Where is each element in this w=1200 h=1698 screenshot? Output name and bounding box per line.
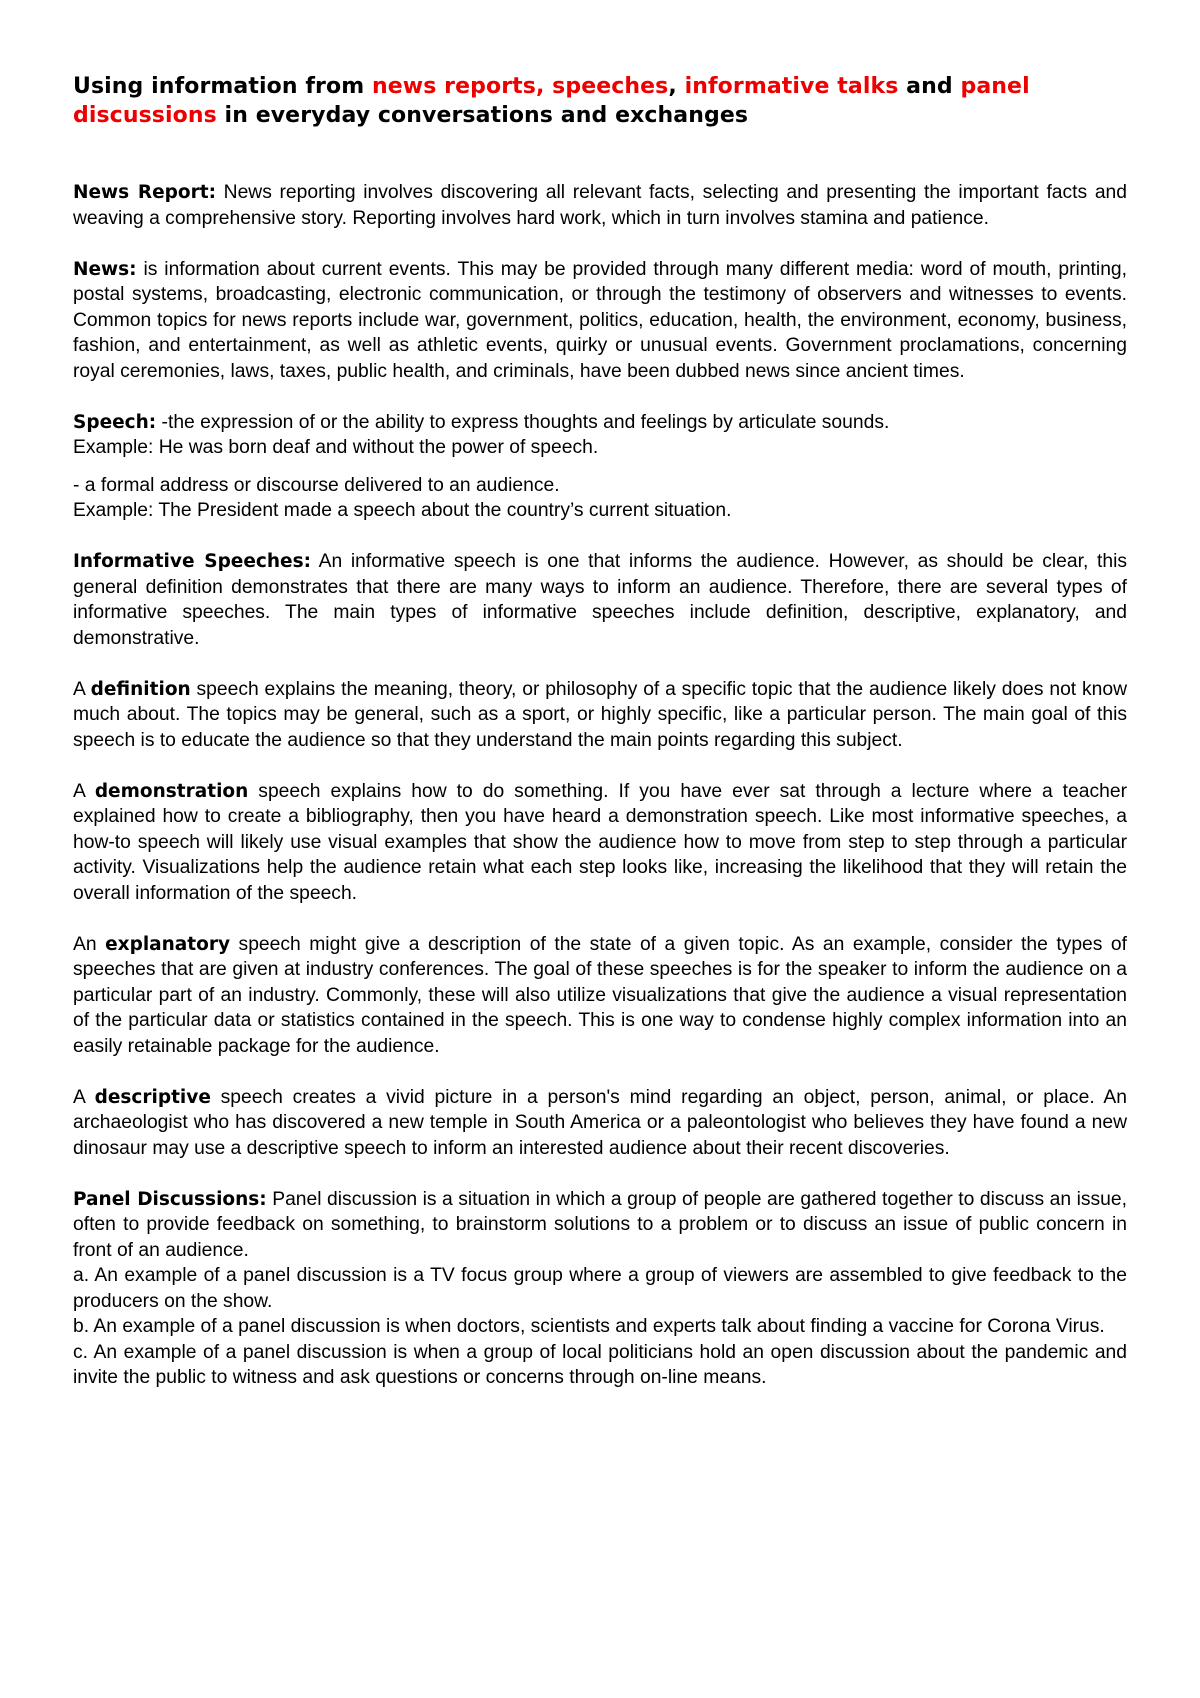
descriptive-text: speech creates a vivid picture in a person's mind regarding an object, person, animal, or place. An archaeologist who has discovered a new temple in South America or a paleontologist who believes they have found a new dinosaur may use a descriptive speech to inform an interested audience about their recent discoveries. (73, 1086, 1127, 1159)
news-text: is information about current events. This may be provided through many different media: word of mouth, printing, postal systems, broadcasting, electronic communication, or through the testimony of observers and witnesses to events. Common topics for news reports include war, government, politics, education, health, the environment, economy, business, fashion, and entertainment, as well as athletic events, quirky or unusual events. Government proclamations, concerning royal ceremonies, laws, taxes, public health, and criminals, have been dubbed news since ancient times. (73, 258, 1127, 382)
panel-example-b: b. An example of a panel discussion is when doctors, scientists and experts talk about finding a vaccine for Corona Virus. (73, 1316, 1105, 1337)
title-part-1: Using information from (73, 74, 372, 99)
speech-example-2: Example: The President made a speech about the country’s current situation. (73, 500, 732, 521)
news-report-paragraph (73, 180, 1127, 231)
explanatory-term: explanatory (105, 933, 231, 955)
informative-label: Informative Speeches: (73, 551, 311, 572)
speech-def-1: -the expression of or the ability to express thoughts and feelings by articulate sounds. (156, 411, 890, 433)
definition-prefix: A (73, 678, 91, 700)
explanatory-text: speech might give a description of the state of a given topic. As an example, consider the types of speeches that are given at industry conferences. The goal of these speeches is for the speaker to inform the audience on a particular part of an industry. Commonly, these will also utilize visualizations that give the audience a visual representation of the particular data or statistics contained in the speech. This is one way to condense highly complex information into an easily retainable package for the audience. (73, 933, 1127, 1057)
panel-label: Panel Discussions: (73, 1188, 267, 1210)
title-part-4: in everyday conversations and exchanges (216, 103, 749, 128)
demonstration-term: demonstration (94, 780, 249, 802)
speech-definition-2 (73, 473, 1127, 524)
title-highlight-informative-talks: informative talks (684, 74, 899, 99)
news-report-text: News reporting involves discovering all relevant facts, selecting and presenting the important facts and weaving a comprehensive story. Reporting involves hard work, which in turn involves stamina and patience. (73, 182, 1127, 229)
speech-label: Speech: (73, 411, 157, 433)
descriptive-prefix: A (73, 1086, 95, 1108)
panel-example-c: c. An example of a panel discussion is when a group of local politicians hold an open discussion about the pandemic and invite the public to witness and ask questions or concerns through on-line means. (73, 1341, 1127, 1388)
definition-text: speech explains the meaning, theory, or philosophy of a specific topic that the audience likely does not know much about. The topics may be general, such as a sport, or highly specific, like a particular person. The main goal of this speech is to educate the audience so that they understand the main points regarding this subject. (73, 678, 1127, 751)
panel-discussions-paragraph (73, 1187, 1127, 1264)
definition-term: definition (90, 678, 191, 700)
title-part-2: , (668, 74, 685, 99)
descriptive-paragraph (73, 1085, 1127, 1162)
title-part-3: and (898, 74, 961, 99)
descriptive-term: descriptive (94, 1086, 211, 1108)
demonstration-text: speech explains how to do something. If you have ever sat through a lecture where a teacher explained how to create a bibliography, then you have heard a demonstration speech. Like most informative speeches, a how-to speech will likely use visual examples that show the audience how to move from step to step through a particular activity. Visualizations help the audience retain what each step looks like, increasing the likelihood that they will retain the overall information of the speech. (73, 780, 1127, 904)
news-paragraph (73, 257, 1127, 385)
page-title (73, 72, 1127, 130)
demonstration-prefix: A (73, 780, 95, 802)
title-highlight-panel-discussions: panel discussions (73, 74, 1030, 128)
panel-text: Panel discussion is a situation in which a group of people are gathered together to discuss an issue, often to provide feedback on something, to brainstorm solutions to a problem or to discuss an issue of public concern in front of an audience. (73, 1188, 1127, 1261)
news-label: News: (73, 258, 137, 280)
explanatory-prefix: An (73, 933, 106, 955)
news-report-label: News Report: (73, 182, 216, 203)
speech-definition-1 (73, 410, 1127, 461)
informative-text: An informative speech is one that informs the audience. However, as should be clear, this general definition demonstrates that there are many ways to inform an audience. Therefore, there are several types of informative speeches. The main types of informative speeches include definition, descriptive, explanatory, and demonstrative. (73, 551, 1127, 649)
explanatory-paragraph (73, 932, 1127, 1060)
demonstration-paragraph (73, 779, 1127, 907)
speech-def-2: - a formal address or discourse delivered to an audience. (73, 474, 560, 496)
title-highlight-news-speeches: news reports, speeches (372, 74, 669, 99)
informative-speeches-paragraph (73, 549, 1127, 651)
definition-paragraph (73, 677, 1127, 754)
panel-example-a: a. An example of a panel discussion is a TV focus group where a group of viewers are assembled to give feedback to the producers on the show. (73, 1265, 1127, 1312)
document-body (73, 180, 1127, 1391)
speech-example-1: Example: He was born deaf and without the power of speech. (73, 437, 599, 458)
